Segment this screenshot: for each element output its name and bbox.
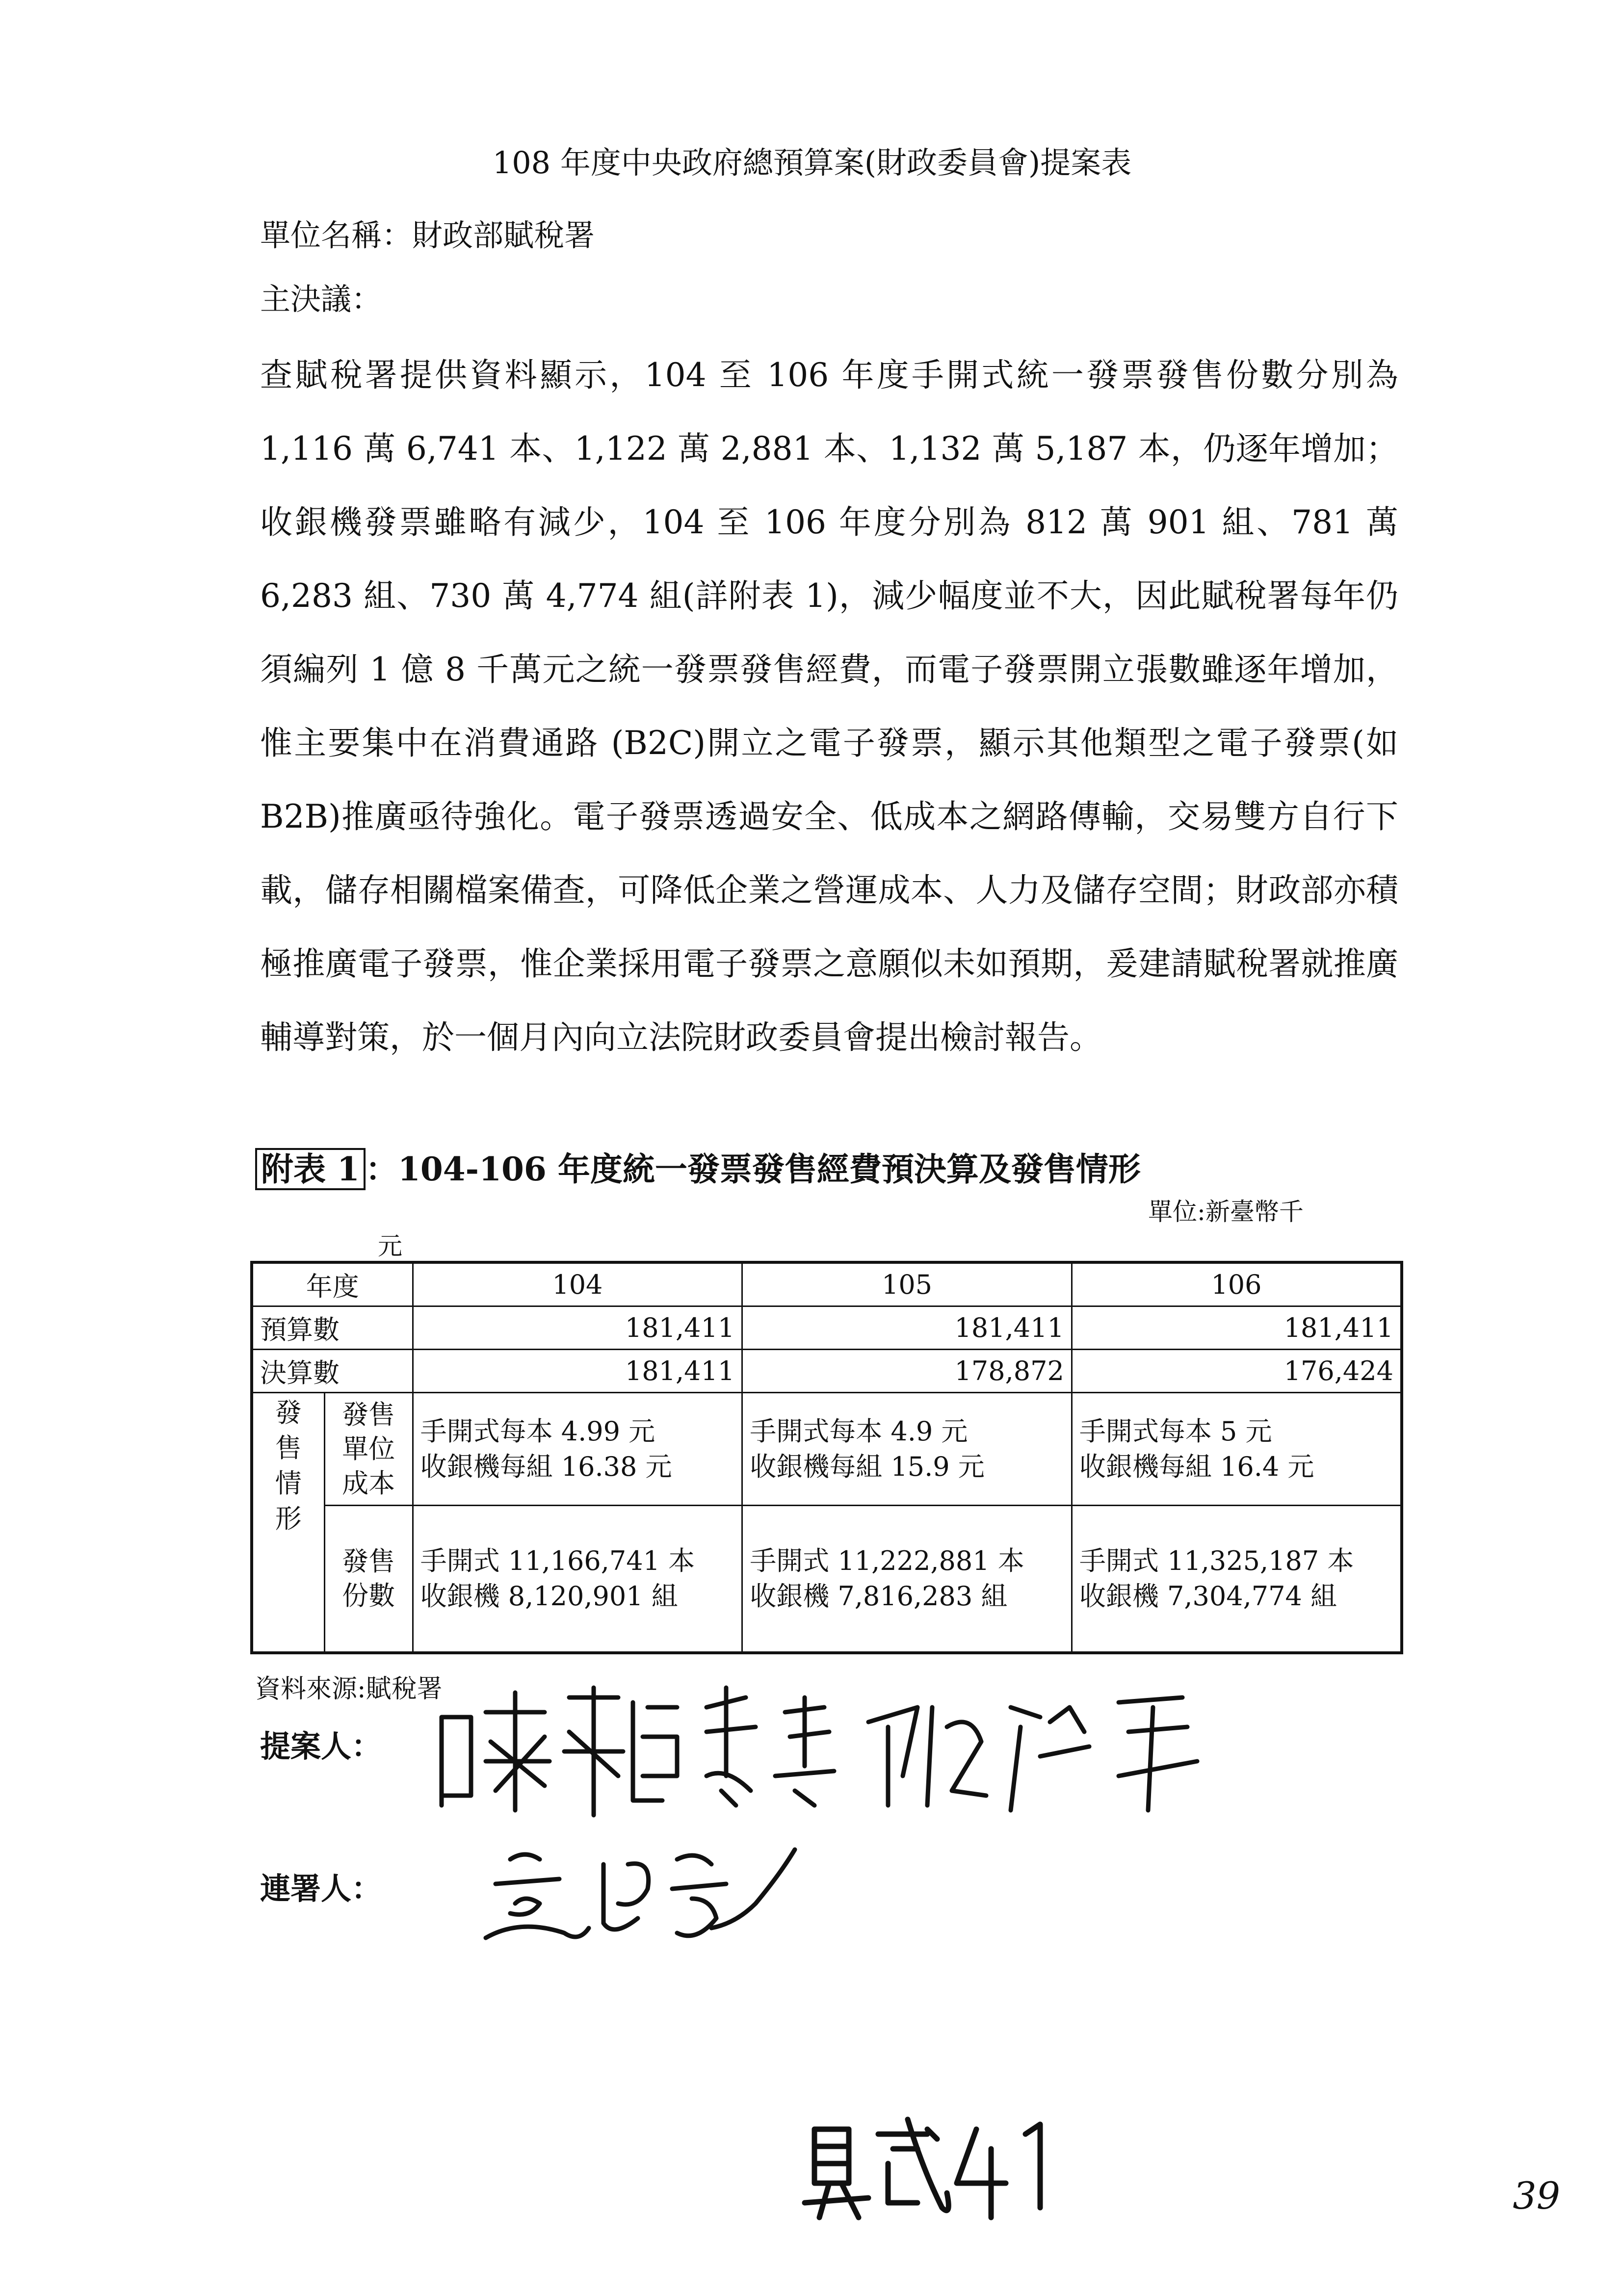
resolution-heading: 主決議：: [260, 281, 382, 317]
cost-104: [413, 1393, 742, 1506]
resolution-body: 查賦稅署提供資料顯示，104 至 106 年度手開式統一發票發售份數分別為 1,116 萬 6,741 本、1,122 萬 2,881 本、1,132 萬 5,187 本，仍逐年增加；收銀機發票雖略有減少，104 至 106 年度分別為 812 萬 901 組、781 萬 6,283 組、730 萬 4,774 組(詳附表 1)，減少幅度並不大，因此賦稅署每年仍須編列 1 億 8 千萬元之統一發票發售經費，而電子發票開立張數雖逐年增加，惟主要集中在消費通路 (B2C)開立之電子發票，顯示其他類型之電子發票(如 B2B)推廣亟待強化。電子發票透過安全、低成本之網路傳輸，交易雙方自行下載，儲存相關檔案備查，可降低企業之營運成本、人力及儲存空間；財政部亦積極推廣電子發票，惟企業採用電子發票之意願似未如預期，爰建請賦稅署就推廣輔導對策，於一個月內向立法院財政委員會提出檢討報告。: [260, 356, 1398, 1056]
final-105: 178,872: [742, 1350, 1072, 1393]
quantity-label-text: 發售份數: [342, 1545, 395, 1611]
quantity-105: [742, 1506, 1072, 1653]
cosigner-signature: [481, 1830, 854, 1957]
table-caption: [255, 1143, 1141, 1190]
document-title: 108 年度中央政府總預算案(財政委員會)提案表: [492, 145, 1132, 181]
unit-name: 單位名稱：財政部賦稅署: [260, 217, 595, 253]
cost-label: [324, 1393, 413, 1506]
cost-105-register: 收銀機每組 15.9 元: [750, 1451, 985, 1482]
final-row: [252, 1350, 1402, 1393]
quantity-105-register: 收銀機 7,816,283 組: [750, 1580, 1008, 1612]
table-unit-line1: 單位:新臺幣千: [1148, 1198, 1304, 1226]
quantity-105-handwritten: 手開式 11,222,881 本: [750, 1545, 1024, 1576]
cost-104-handwritten: 手開式每本 4.99 元: [420, 1415, 655, 1447]
header-104: 104: [413, 1262, 742, 1306]
cost-106-register: 收銀機每組 16.4 元: [1079, 1451, 1314, 1482]
sales-group-label: [252, 1393, 324, 1653]
final-104: 181,411: [413, 1350, 742, 1393]
cost-104-register: 收銀機每組 16.38 元: [420, 1451, 672, 1482]
proposer-label: 提案人：: [260, 1728, 382, 1764]
header-106: 106: [1072, 1262, 1402, 1306]
cost-105: [742, 1393, 1072, 1506]
quantity-104-register: 收銀機 8,120,901 組: [420, 1580, 678, 1612]
table-caption-text: ：104-106 年度統一發票發售經費預決算及發售情形: [365, 1150, 1141, 1188]
table-header-row: [252, 1262, 1402, 1306]
budget-106: 181,411: [1072, 1306, 1402, 1350]
header-105: 105: [742, 1262, 1072, 1306]
quantity-104-handwritten: 手開式 11,166,741 本: [420, 1545, 695, 1576]
sales-group-text: 發售情形: [275, 1397, 302, 1534]
header-year: 年度: [252, 1262, 413, 1306]
table-unit-line2: 元: [378, 1232, 402, 1260]
proposer-signatures: [432, 1678, 1217, 1825]
quantity-104: [413, 1506, 742, 1653]
invoice-budget-table: [250, 1261, 1403, 1654]
cost-106: [1072, 1393, 1402, 1506]
quantity-106-register: 收銀機 7,304,774 組: [1079, 1580, 1337, 1612]
budget-104: 181,411: [413, 1306, 742, 1350]
final-label: 決算數: [252, 1350, 413, 1393]
budget-label: 預算數: [252, 1306, 413, 1350]
page-number: 39: [1513, 2174, 1560, 2218]
budget-105: 181,411: [742, 1306, 1072, 1350]
cost-row: [252, 1393, 1402, 1506]
table-caption-number: 附表 1: [255, 1148, 366, 1190]
quantity-106: [1072, 1506, 1402, 1653]
quantity-label: [324, 1506, 413, 1653]
cost-106-handwritten: 手開式每本 5 元: [1079, 1415, 1272, 1447]
cosigner-label: 連署人：: [260, 1871, 382, 1906]
quantity-row: [252, 1506, 1402, 1653]
final-106: 176,424: [1072, 1350, 1402, 1393]
quantity-106-handwritten: 手開式 11,325,187 本: [1079, 1545, 1354, 1576]
cost-label-text: 發售單位成本: [342, 1399, 395, 1499]
handwritten-stamp-code: [795, 2110, 1070, 2227]
cost-105-handwritten: 手開式每本 4.9 元: [750, 1415, 968, 1447]
budget-row: [252, 1306, 1402, 1350]
table-source: 資料來源:賦稅署: [255, 1674, 443, 1704]
